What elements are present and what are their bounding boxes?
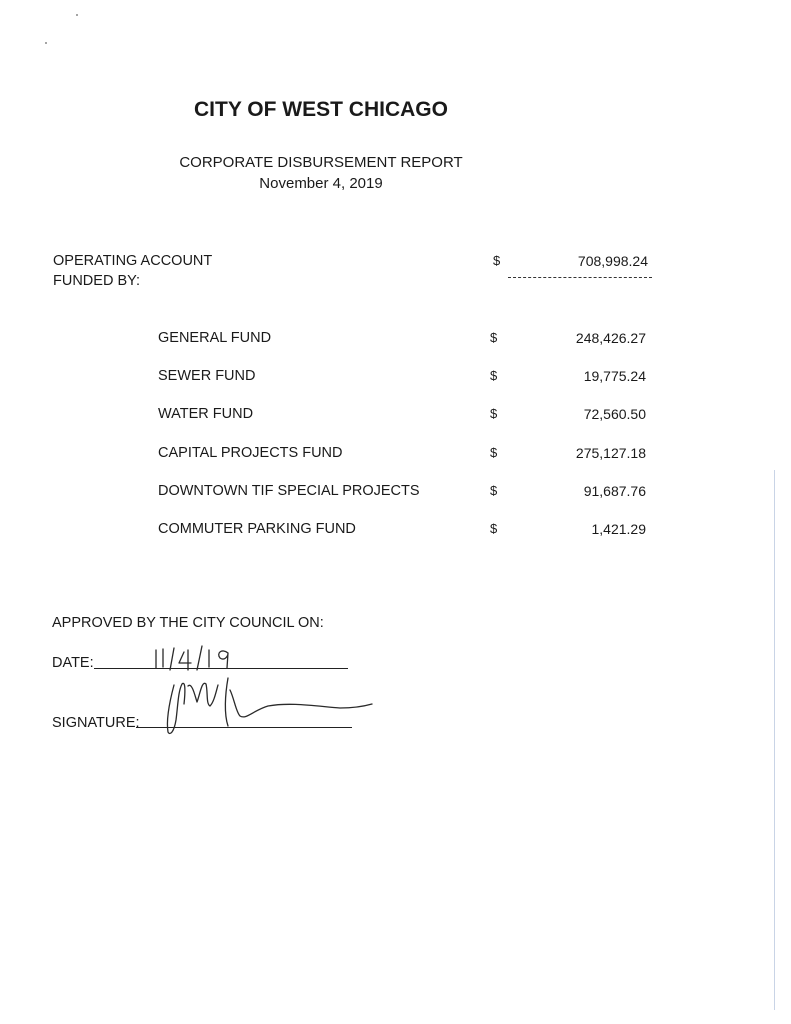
page-title: CITY OF WEST CHICAGO [194, 98, 448, 121]
report-subtitle: CORPORATE DISBURSEMENT REPORT [179, 154, 463, 171]
currency-symbol: $ [490, 368, 498, 383]
fund-name: COMMUTER PARKING FUND [158, 521, 356, 537]
total-divider [508, 277, 652, 278]
operating-amount: 708,998.24 [577, 253, 648, 269]
signature [167, 678, 372, 734]
fund-amount: 91,687.76 [583, 483, 646, 499]
scan-edge-line [774, 470, 775, 1010]
fund-name: DOWNTOWN TIF SPECIAL PROJECTS [158, 483, 420, 499]
fund-amount: 1,421.29 [591, 521, 646, 537]
fund-name: GENERAL FUND [158, 330, 272, 346]
currency-symbol: $ [490, 406, 498, 421]
handwriting [140, 640, 380, 740]
date-label: DATE: [52, 655, 94, 671]
fund-amount: 72,560.50 [583, 406, 646, 422]
fund-name: WATER FUND [158, 406, 254, 422]
operating-account-label: OPERATING ACCOUNT [53, 253, 213, 269]
scan-speck [76, 14, 78, 16]
fund-name: CAPITAL PROJECTS FUND [158, 445, 343, 461]
approval-heading: APPROVED BY THE CITY COUNCIL ON: [52, 615, 324, 631]
scan-speck [45, 42, 47, 44]
currency-symbol: $ [493, 253, 501, 268]
currency-symbol: $ [490, 521, 498, 536]
currency-symbol: $ [490, 445, 498, 460]
fund-name: SEWER FUND [158, 368, 256, 384]
funded-by-label: FUNDED BY: [53, 273, 141, 289]
currency-symbol: $ [490, 483, 498, 498]
fund-amount: 19,775.24 [583, 368, 646, 384]
fund-amount: 248,426.27 [575, 330, 646, 346]
report-date: November 4, 2019 [259, 175, 383, 192]
signature-label: SIGNATURE: [52, 715, 140, 731]
handwritten-date [156, 646, 228, 670]
fund-amount: 275,127.18 [575, 445, 646, 461]
currency-symbol: $ [490, 330, 498, 345]
